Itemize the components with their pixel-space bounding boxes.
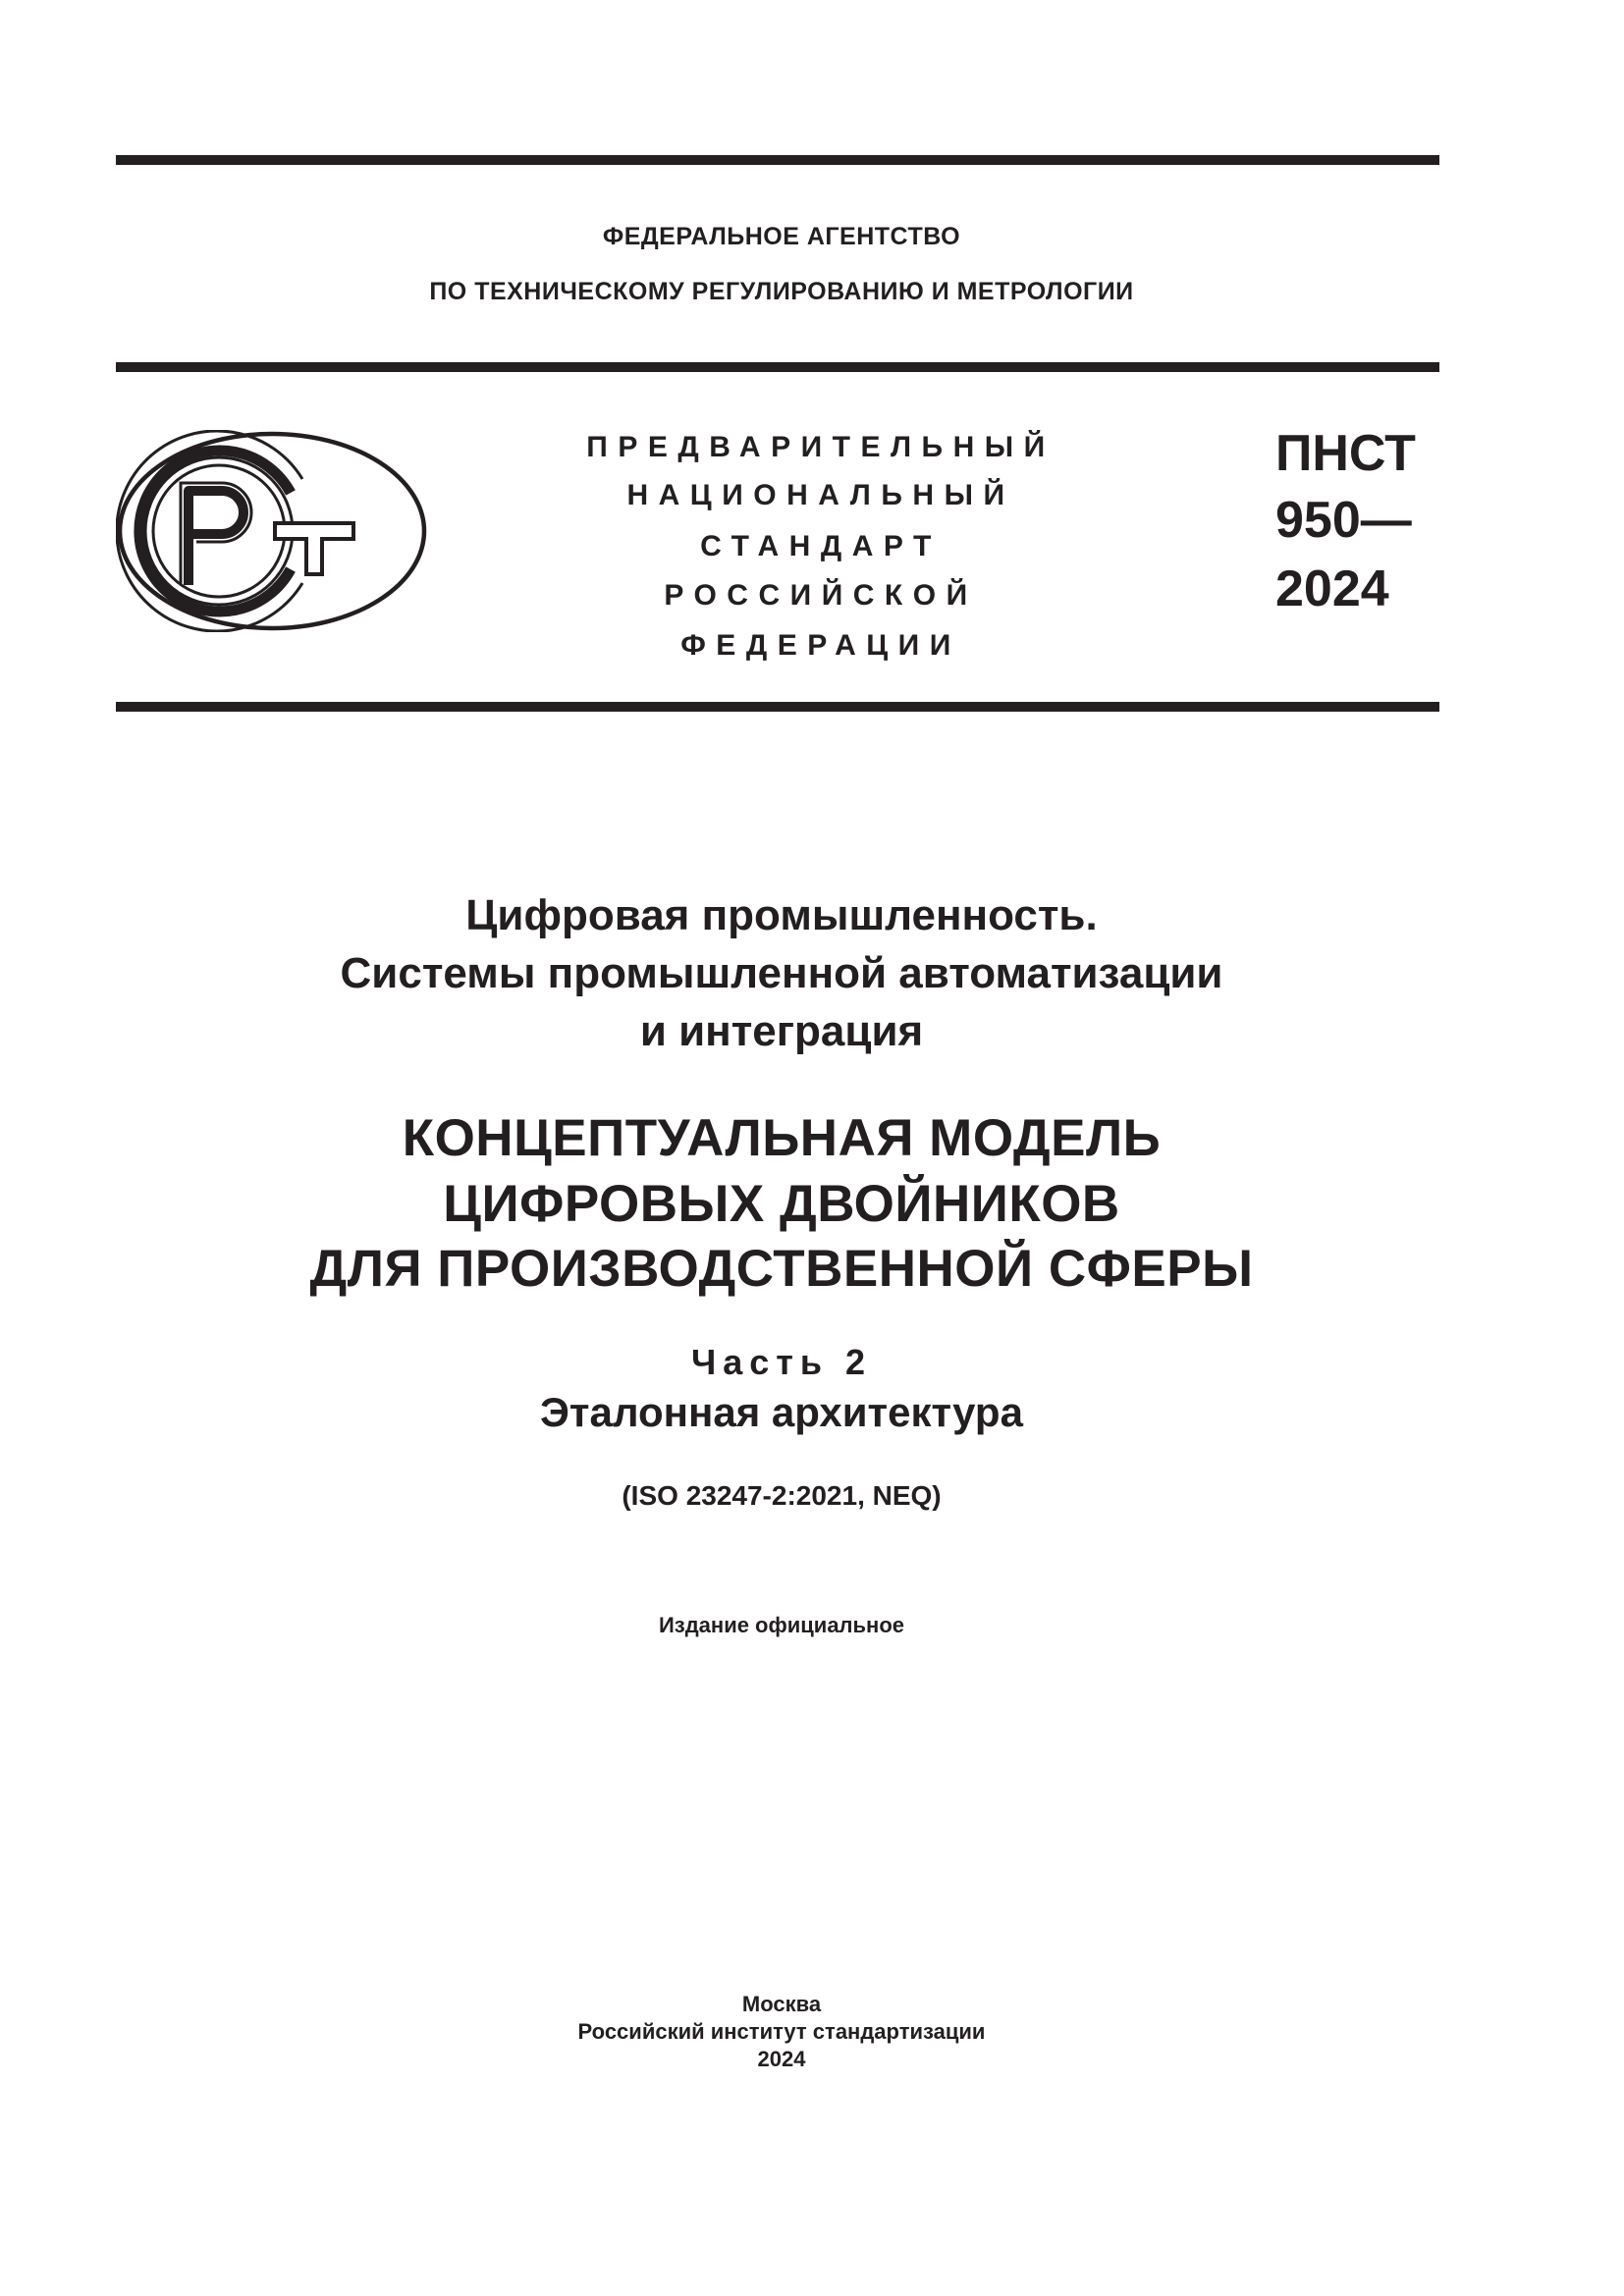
standard-type-line3: СТАНДАРТ [700, 530, 942, 562]
footer-publisher: Российский институт стандартизации [577, 2019, 986, 2044]
top-rule [116, 155, 1439, 165]
title-line3: ДЛЯ ПРОИЗВОДСТВЕННОЙ СФЕРЫ [309, 1240, 1254, 1298]
designation-prefix: ПНСТ [1275, 425, 1416, 482]
standard-type-line2: НАЦИОНАЛЬНЫЙ [626, 479, 1015, 511]
edition-note: Издание официальное [658, 1613, 905, 1637]
title-line2: ЦИФРОВЫХ ДВОЙНИКОВ [443, 1175, 1120, 1233]
rst-emblem-icon [116, 430, 428, 632]
subtitle-line3: и интеграция [639, 1007, 924, 1055]
agency-name-line2: ПО ТЕХНИЧЕСКОМУ РЕГУЛИРОВАНИЮ И МЕТРОЛОГИИ [429, 278, 1134, 305]
designation-number: 950— [1275, 492, 1412, 549]
standard-type-line1: ПРЕДВАРИТЕЛЬНЫЙ [586, 431, 1056, 463]
title-line1: КОНЦЕПТУАЛЬНАЯ МОДЕЛЬ [402, 1109, 1162, 1167]
agency-name-line1: ФЕДЕРАЛЬНОЕ АГЕНТСТВО [602, 223, 961, 250]
iso-reference: (ISO 23247-2:2021, NEQ) [622, 1480, 942, 1511]
header-divider [116, 362, 1439, 372]
standard-type-line5: ФЕДЕРАЦИИ [680, 629, 961, 662]
footer-city: Москва [741, 1992, 822, 2016]
footer-year: 2024 [757, 2047, 806, 2071]
part-label: Часть 2 [690, 1342, 873, 1382]
standard-type-line4: РОССИЙСКОЙ [664, 579, 978, 612]
subtitle-line2: Системы промышленной автоматизации [340, 949, 1223, 997]
subtitle-line1: Цифровая промышленность. [465, 891, 1098, 939]
masthead-bottom-rule [116, 702, 1439, 712]
part-title: Эталонная архитектура [540, 1389, 1023, 1435]
designation-year: 2024 [1275, 561, 1389, 617]
